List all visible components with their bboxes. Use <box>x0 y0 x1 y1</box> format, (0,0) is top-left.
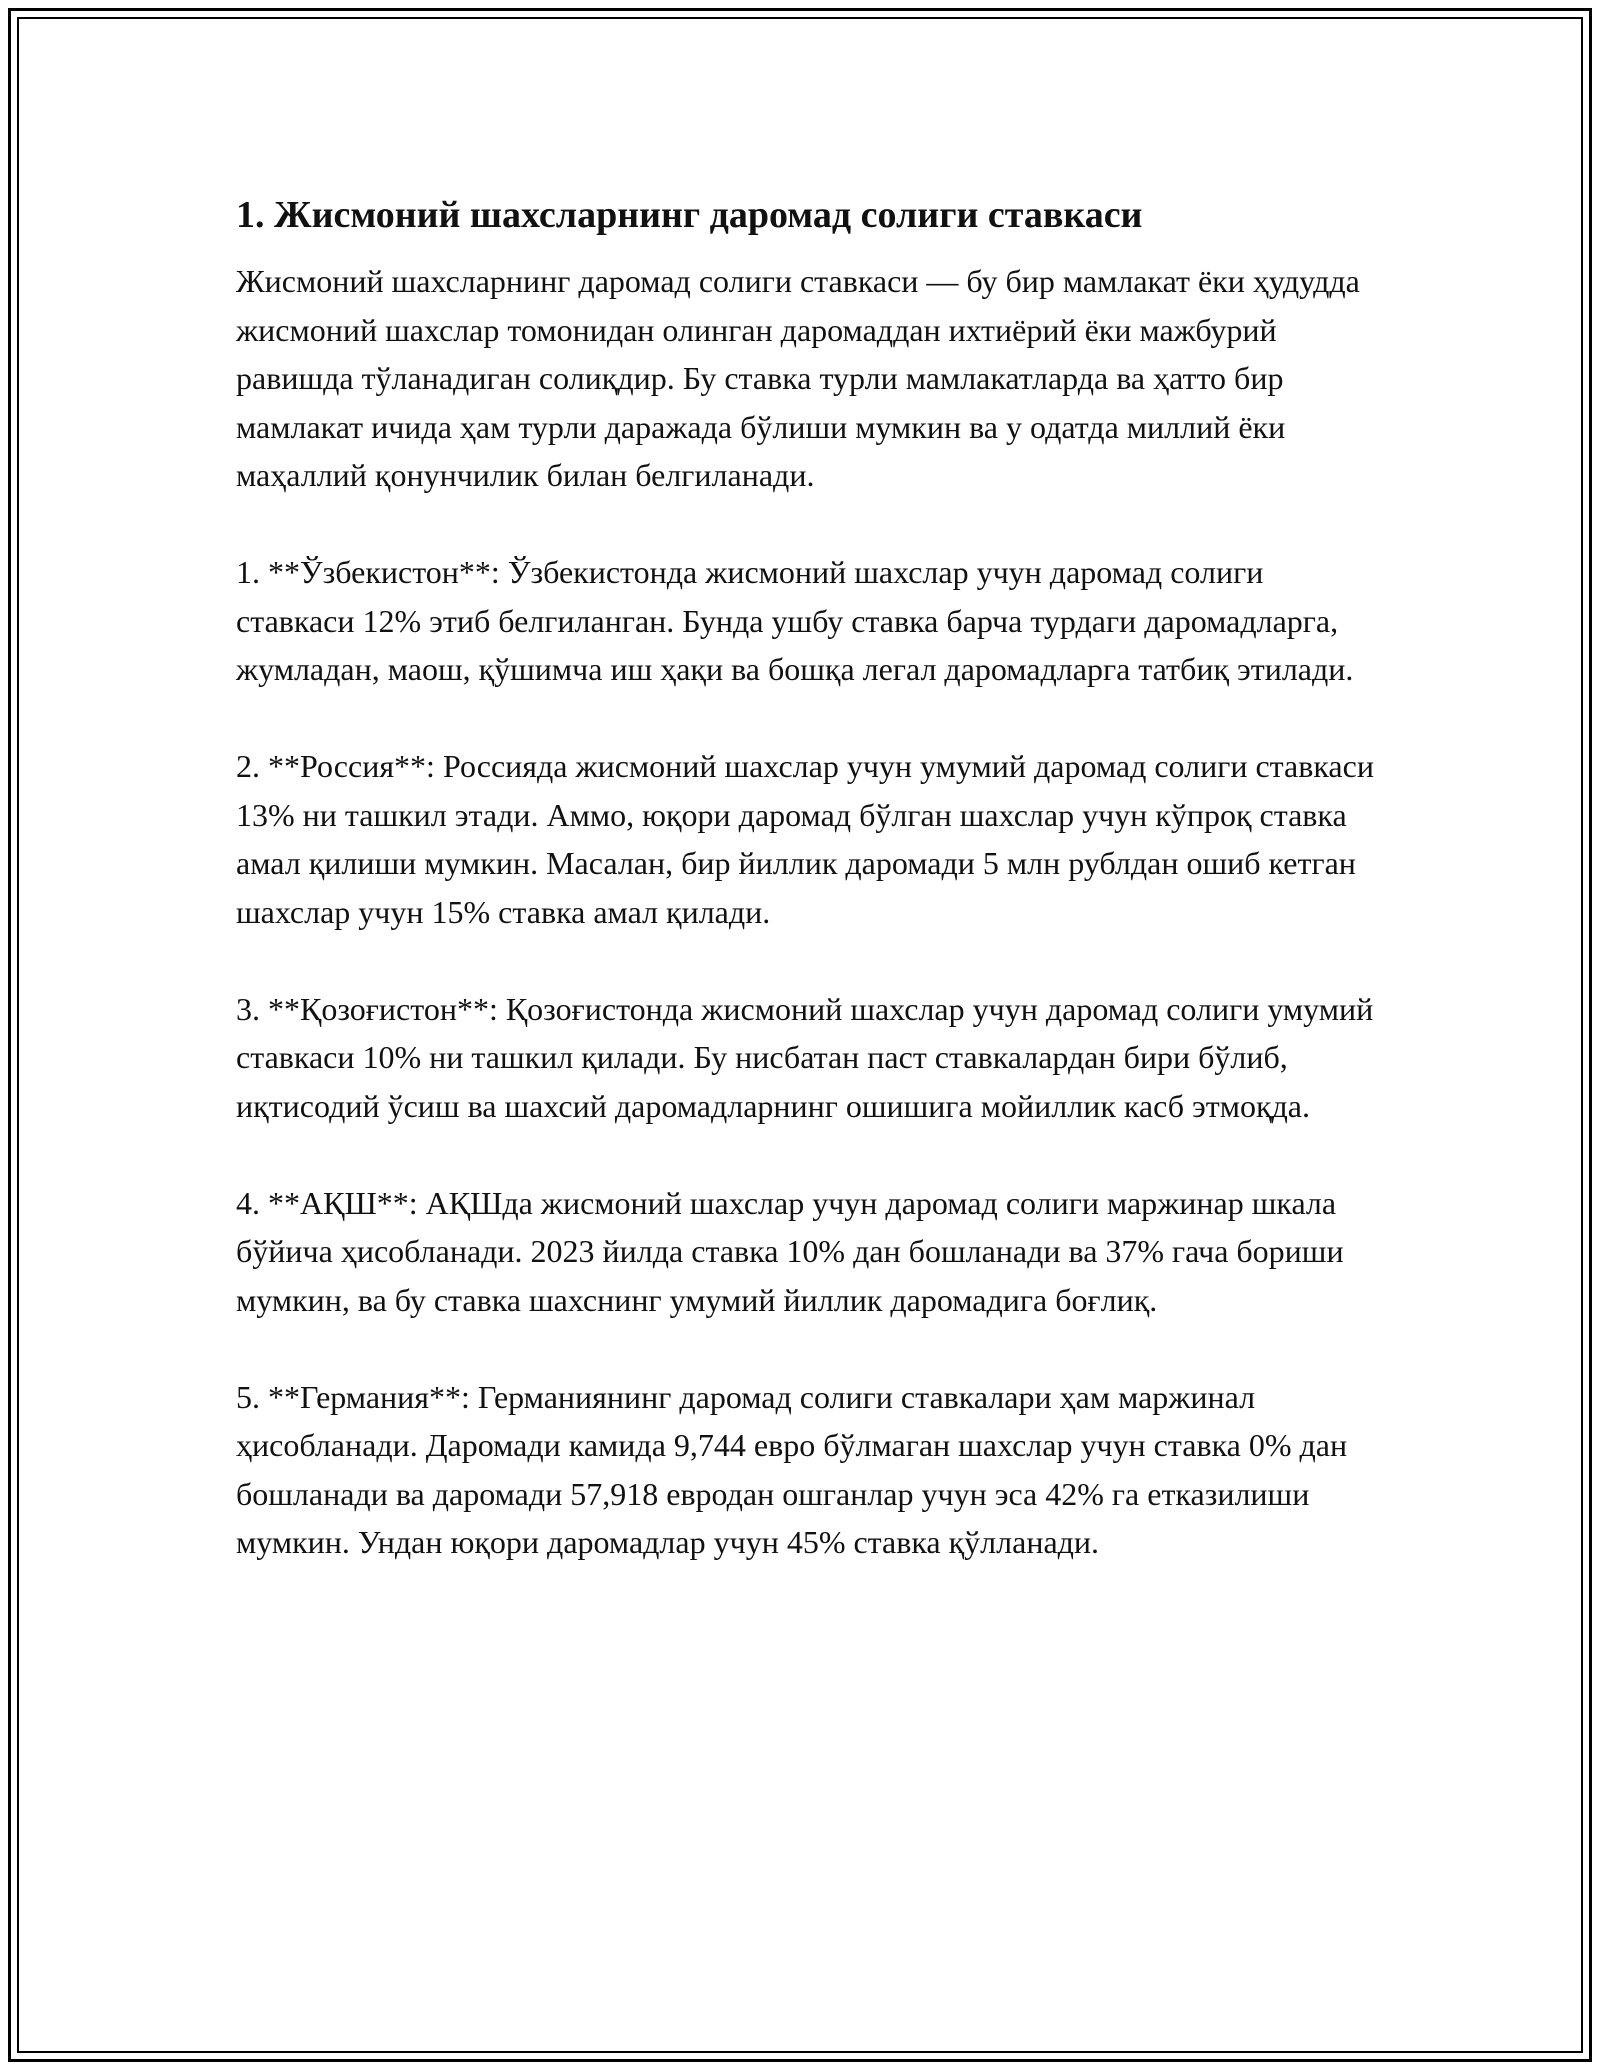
document-body <box>236 178 1386 1567</box>
intro-paragraph: Жисмоний шахсларнинг даромад солиги ставкаси — бу бир мамлакат ёки ҳудудда жисмоний шахслар томонидан олинган даромаддан ихтиёрий ёки мажбурий равишда тўланадиган солиқдир. Бу ставка турли мамлакатларда ва ҳатто бир мамлакат ичида ҳам турли даражада бўлиши мумкин ва у одатда миллий ёки маҳаллий қонунчилик билан белгиланади. <box>236 263 1360 493</box>
document-title: 1. Жисмоний шахсларнинг даромад солиги ставкаси <box>236 194 1143 236</box>
paragraph-germany: 5. **Германия**: Германиянинг даромад солиги ставкалари ҳам маржинал ҳисобланади. Даромади камида 9,744 евро бўлмаган шахслар учун ставка 0% дан бошланади ва даромади 57,918 евродан ошганлар учун эса 42% га етказилиши мумкин. Ундан юқори даромадлар учун 45% ставка қўлланади. <box>236 1378 1348 1560</box>
paragraph-russia: 2. **Россия**: Россияда жисмоний шахслар учун умумий даромад солиги ставкаси 13% ни ташкил этади. Аммо, юқори даромад бўлган шахслар учун кўпроқ ставка амал қилиши мумкин. Масалан, бир йиллик даромади 5 млн рублдан ошиб кетган шахслар учун 15% ставка амал қилади. <box>236 748 1374 930</box>
paragraph-usa: 4. **АҚШ**: АҚШда жисмоний шахслар учун даромад солиги маржинар шкала бўйича ҳисобланади. 2023 йилда ставка 10% дан бошланади ва 37% гача бориши мумкин, ва бу ставка шахснинг умумий йиллик даромадига боғлиқ. <box>236 1184 1344 1318</box>
paragraph-kazakhstan: 3. **Қозоғистон**: Қозоғистонда жисмоний шахслар учун даромад солиги умумий ставкаси 10% ни ташкил қилади. Бу нисбатан паст ставкалардан бири бўлиб, иқтисодий ўсиш ва шахсий даромадларнинг ошишига мойиллик касб этмоқда. <box>236 990 1374 1124</box>
paragraph-uzbekistan: 1. **Ўзбекистон**: Ўзбекистонда жисмоний шахслар учун даромад солиги ставкаси 12% этиб белгиланган. Бунда ушбу ставка барча турдаги даромадларга, жумладан, маош, қўшимча иш ҳақи ва бошқа легал даромадларга татбиқ этилади. <box>236 554 1354 687</box>
